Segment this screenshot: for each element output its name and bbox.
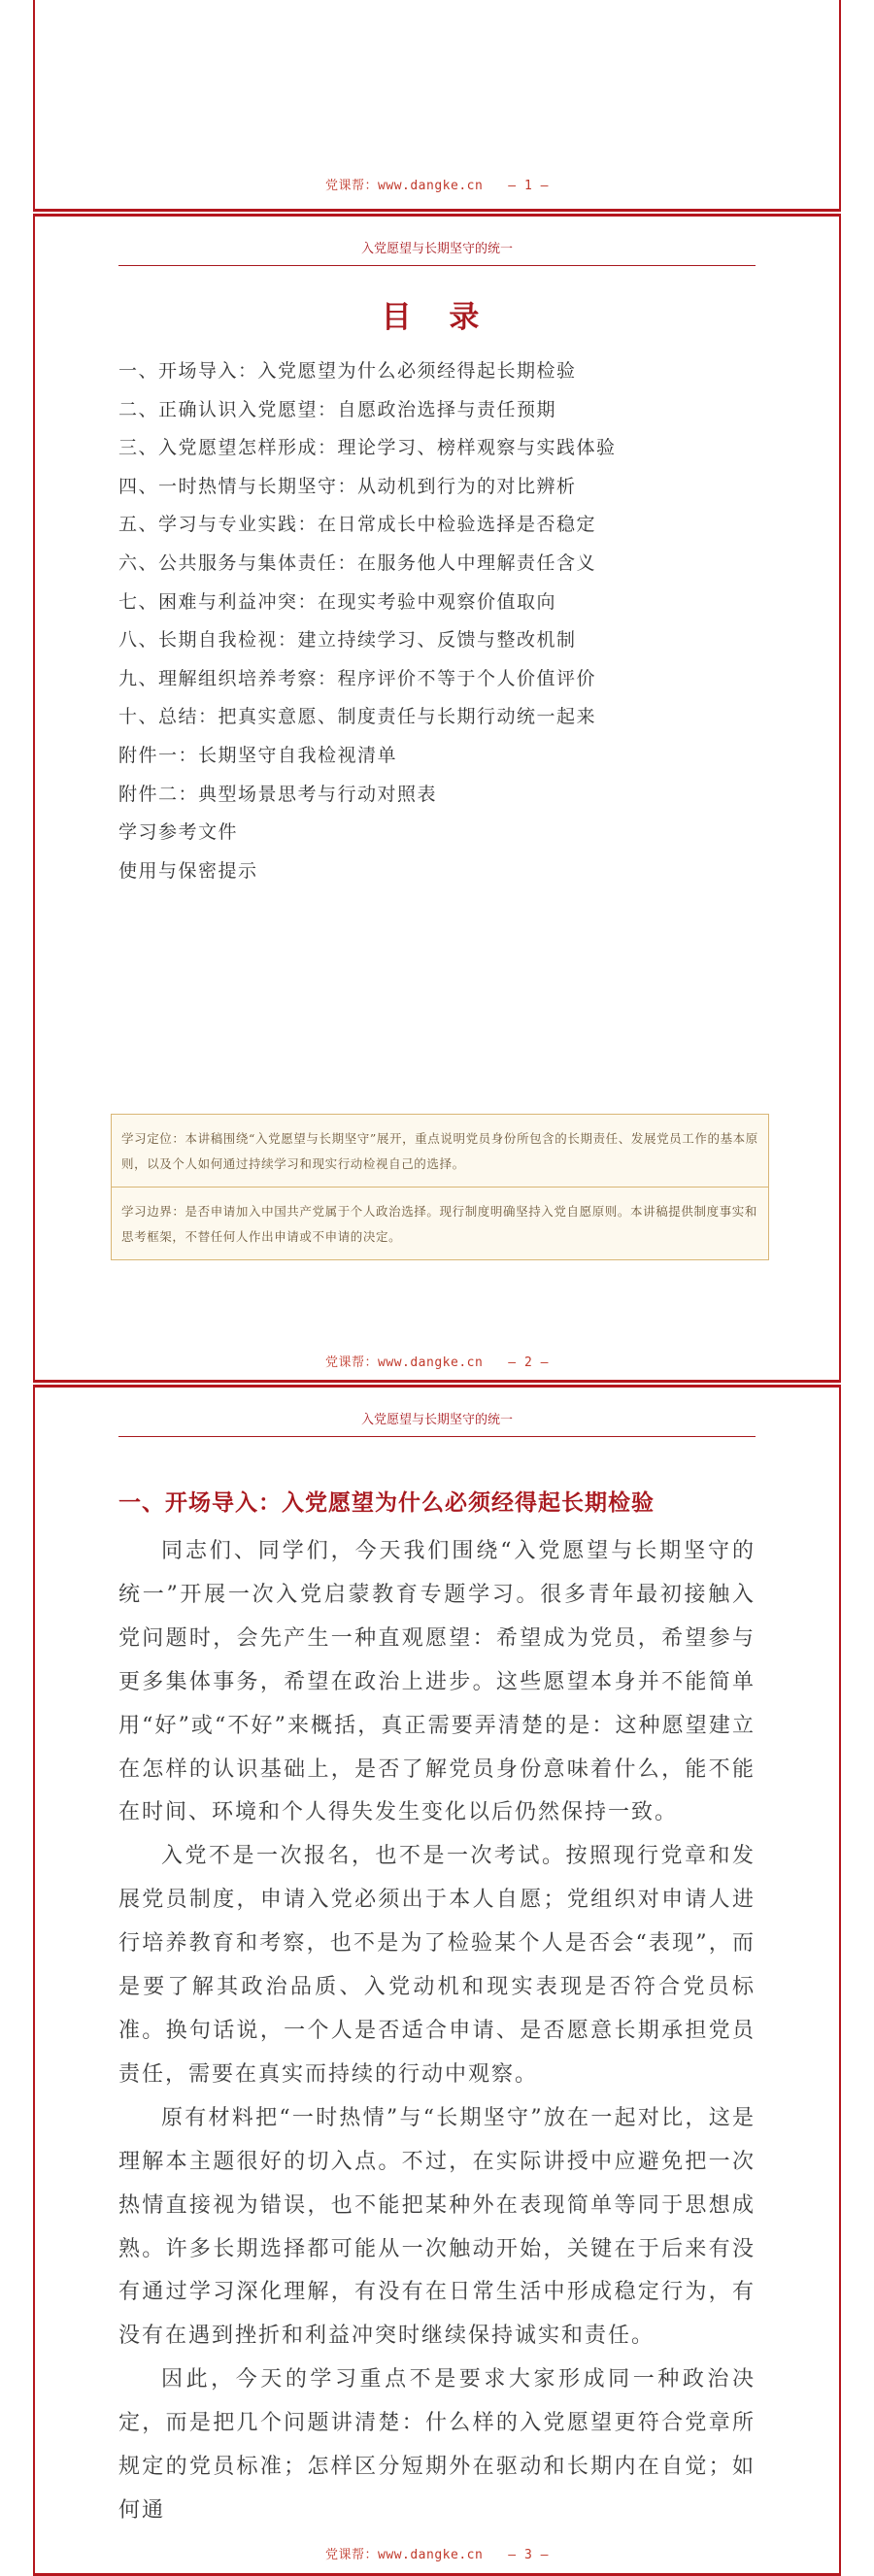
page-1 [33, 0, 841, 212]
page-footer [35, 2544, 839, 2562]
study-boundary-note: 学习边界：是否申请加入中国共产党属于个人政治选择。现行制度明确坚持入党自愿原则。本讲稿提供制度事实和思考框架，不替任何人作出申请或不申请的决定。 [112, 1187, 768, 1259]
toc-item: 四、一时热情与长期坚守：从动机到行为的对比辨析 [118, 475, 577, 497]
study-position-note: 学习定位：本讲稿围绕“入党愿望与长期坚守”展开，重点说明党员身份所包含的长期责任、发展党员工作的基本原则，以及个人如何通过持续学习和现实行动检视自己的选择。 [121, 1131, 758, 1171]
toc-item: 学习参考文件 [118, 821, 239, 844]
footer-site-label: 党课帮：www.dangke.cn [325, 1355, 484, 1370]
study-notes-box [111, 1114, 769, 1260]
toc-item: 八、长期自我检视：建立持续学习、反馈与整改机制 [118, 629, 577, 652]
toc-item: 九、理解组织培养考察：程序评价不等于个人价值评价 [118, 667, 597, 689]
toc-item: 五、学习与专业实践：在日常成长中检验选择是否稳定 [118, 514, 597, 536]
footer-page-number: — 3 — [508, 2548, 549, 2562]
section-body [118, 1530, 756, 2533]
toc-title: 目 录 [381, 300, 493, 335]
toc-item: 使用与保密提示 [118, 859, 258, 882]
toc-list [118, 352, 756, 890]
running-head: 入党愿望与长期坚守的统一 [118, 238, 756, 266]
body-paragraph: 因此，今天的学习重点不是要求大家形成同一种政治决定，而是把几个问题讲清楚：什么样的入党愿望更符合党章所规定的党员标准；怎样区分短期外在驱动和长期内在自觉；如何通 [118, 2367, 756, 2523]
body-paragraph: 入党不是一次报名，也不是一次考试。按照现行党章和发展党员制度，申请入党必须出于本人自愿；党组织对申请人进行培养教育和考察，也不是为了检验某个人是否会“表现”，而是要了解其政治品质、入党动机和现实表现是否符合党员标准。换句话说，一个人是否适合申请、是否愿意长期承担党员责任，需要在真实而持续的行动中观察。 [118, 1844, 756, 2087]
running-head: 入党愿望与长期坚守的统一 [118, 1409, 756, 1437]
body-paragraph: 同志们、同学们，今天我们围绕“入党愿望与长期坚守的统一”开展一次入党启蒙教育专题学习。很多青年最初接触入党问题时，会先产生一种直观愿望：希望成为党员，希望参与更多集体事务，希望在政治上进步。这些愿望本身并不能简单用“好”或“不好”来概括，真正需要弄清楚的是：这种愿望建立在怎样的认识基础上，是否了解党员身份意味着什么，能不能在时间、环境和个人得失发生变化以后仍然保持一致。 [118, 1539, 756, 1825]
toc-item: 附件一：长期坚守自我检视清单 [118, 744, 398, 766]
footer-page-number: — 2 — [508, 1355, 549, 1370]
toc-item: 七、困难与利益冲突：在现实考验中观察价值取向 [118, 590, 557, 613]
page-3 [33, 1385, 841, 2576]
footer-site-label: 党课帮：www.dangke.cn [325, 179, 484, 193]
toc-item: 十、总结：把真实意愿、制度责任与长期行动统一起来 [118, 706, 597, 728]
toc-item: 一、开场导入：入党愿望为什么必须经得起长期检验 [118, 360, 577, 382]
toc-item: 三、入党愿望怎样形成：理论学习、榜样观察与实践体验 [118, 437, 617, 459]
toc-item: 附件二：典型场景思考与行动对照表 [118, 783, 438, 805]
body-paragraph: 原有材料把“一时热情”与“长期坚守”放在一起对比，这是理解本主题很好的切入点。不过，在实际讲授中应避免把一次热情直接视为错误，也不能把某种外在表现简单等同于思想成熟。许多长期选择都可能从一次触动开始，关键在于后来有没有通过学习深化理解，有没有在日常生活中形成稳定行为，有没有在遇到挫折和利益冲突时继续保持诚实和责任。 [118, 2105, 756, 2349]
footer-page-number: — 1 — [508, 179, 549, 193]
toc-item: 二、正确认识入党愿望：自愿政治选择与责任预期 [118, 398, 557, 420]
page-footer [35, 175, 839, 193]
page-footer [35, 1352, 839, 1370]
footer-site-label: 党课帮：www.dangke.cn [325, 2548, 484, 2562]
toc-item: 六、公共服务与集体责任：在服务他人中理解责任含义 [118, 552, 597, 574]
section-heading: 一、开场导入：入党愿望为什么必须经得起长期检验 [118, 1490, 655, 1516]
page-2 [33, 214, 841, 1383]
